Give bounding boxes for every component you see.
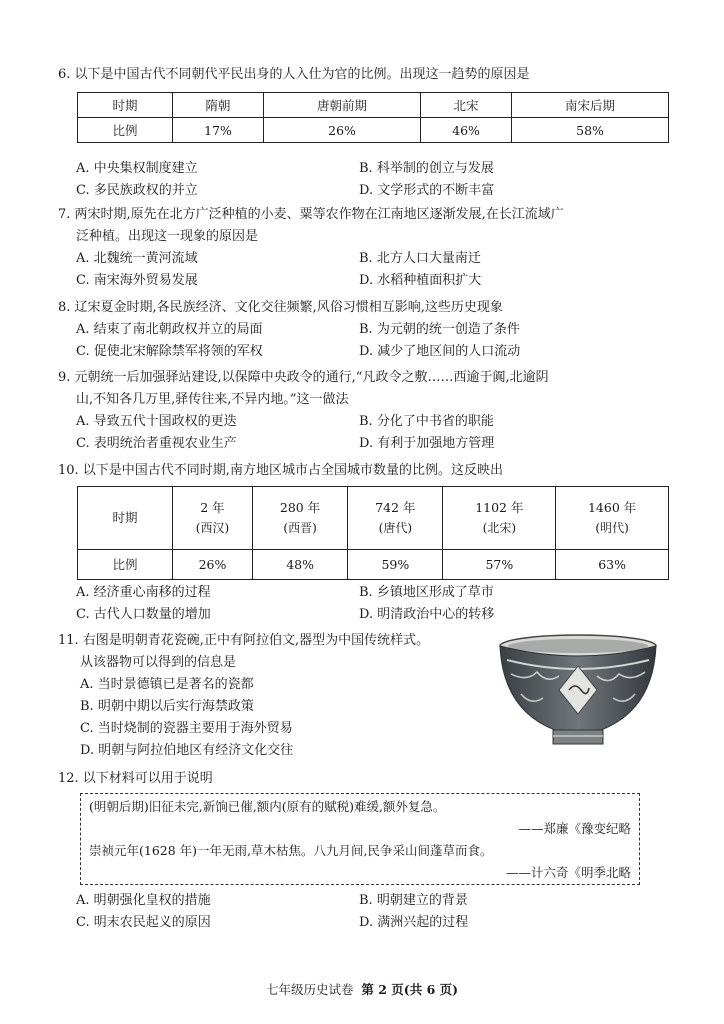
table-row [78,550,669,580]
period-dynasty: (唐代) [378,521,413,535]
option-d[interactable]: D. 水稻种植面积扩大 [359,273,482,288]
period-year: 2 年 [200,500,225,515]
table-cell: 北宋 [420,93,511,118]
table-header-row [78,487,669,550]
option-a[interactable]: A. 当时景德镇已是著名的瓷都 [80,677,254,692]
option-a[interactable]: A. 经济重心南移的过程 [76,585,211,600]
table-cell [348,487,443,550]
question-9-stem-line1: 9. 元朝统一后加强驿站建设,以保障中央政令的通行,“凡政令之敷……西逾于阗,北逾阴 [58,370,549,385]
material-box [80,793,640,885]
table-cell: 时期 [78,93,173,118]
period-year: 742 年 [375,500,416,515]
option-d[interactable]: D. 明清政治中心的转移 [359,607,495,622]
option-d[interactable]: D. 满洲兴起的过程 [359,915,469,930]
option-a[interactable]: A. 明朝强化皇权的措施 [76,893,211,908]
question-12-stem: 12. 以下材料可以用于说明 [58,771,213,786]
option-d[interactable]: D. 减少了地区间的人口流动 [359,344,521,359]
option-c[interactable]: C. 多民族政权的并立 [76,183,198,198]
option-c[interactable]: C. 南宋海外贸易发展 [76,273,198,288]
period-dynasty: (西汉) [195,521,230,535]
question-7-stem-line2: 泛种植。出现这一现象的原因是 [76,229,259,244]
material-source-1: ——郑廉《豫变纪略 [518,821,631,836]
option-a[interactable]: A. 北魏统一黄河流域 [76,251,198,266]
question-11-stem-line2: 从该器物可以得到的信息是 [80,655,237,670]
question-10 [58,460,668,482]
question-10-stem: 10. 以下是中国古代不同时期,南方地区城市占全国城市数量的比例。这反映出 [58,463,503,478]
table-cell: 比例 [78,550,173,580]
material-text-1: (明朝后期)旧征未完,新饷已催,额内(原有的赋税)难缓,额外复急。 [89,799,446,814]
option-c[interactable]: C. 当时烧制的瓷器主要用于海外贸易 [80,721,293,736]
question-7-stem [58,204,668,248]
period-year: 1102 年 [475,500,524,515]
table-cell: 59% [348,550,443,580]
blue-white-porcelain-bowl-image [497,632,659,750]
question-10-options [58,582,668,626]
option-c[interactable]: C. 古代人口数量的增加 [76,607,211,622]
table-cell: 南宋后期 [512,93,669,118]
question-7 [58,204,668,292]
table-cell: 唐朝前期 [264,93,421,118]
option-d[interactable]: D. 明朝与阿拉伯地区有经济文化交往 [80,743,294,758]
option-d[interactable]: D. 有利于加强地方管理 [359,436,495,451]
option-b[interactable]: B. 科举制的创立与发展 [359,161,494,176]
table-cell: 隋朝 [173,93,264,118]
option-a[interactable]: A. 导致五代十国政权的更迭 [76,414,237,429]
table-cell: 26% [173,550,253,580]
period-year: 1460 年 [587,500,637,515]
table-cell: 比例 [78,118,173,143]
option-a[interactable]: A. 中央集权制度建立 [76,161,198,176]
table-cell: 46% [420,118,511,143]
table-cell: 48% [252,550,347,580]
period-year: 280 年 [279,500,321,515]
footer-title: 七年级历史试卷 [265,982,354,997]
option-c[interactable]: C. 促使北宋解除禁军将领的军权 [76,344,263,359]
table-cell: 63% [556,550,669,580]
table-cell [173,487,253,550]
table-cell: 17% [173,118,264,143]
question-8 [58,297,668,363]
question-9-stem-line2: 山,不知各几万里,驿传往来,不异内地。”这一做法 [76,392,349,407]
question-10-table [77,486,669,580]
question-11-stem-line1: 11. 右图是明朝青花瓷碗,正中有阿拉伯文,器型为中国传统样式。 [58,633,430,648]
material-source-2: ——计六奇《明季北略 [505,865,631,880]
question-6-table [77,92,669,143]
question-6-stem: 6. 以下是中国古代不同朝代平民出身的人入仕为官的比例。出现这一趋势的原因是 [58,67,530,82]
period-dynasty: (北宋) [482,521,517,535]
question-9-stem [58,367,668,411]
table-cell [556,487,669,550]
question-9 [58,367,668,455]
table-header-row [78,93,669,118]
option-a[interactable]: A. 结束了南北朝政权并立的局面 [76,322,263,337]
table-cell: 26% [264,118,421,143]
option-c[interactable]: C. 明末农民起义的原因 [76,915,211,930]
question-12-options [58,890,668,934]
table-cell: 时期 [78,487,173,550]
footer-page-number: 第 2 页(共 6 页) [361,982,459,997]
table-row [78,118,669,143]
table-cell: 57% [443,550,556,580]
table-cell: 58% [512,118,669,143]
period-dynasty: (西晋) [283,521,317,535]
question-12 [58,768,668,790]
question-6 [58,64,668,86]
material-text-2: 崇祯元年(1628 年)一年无雨,草木枯焦。八九月间,民争采山间蓬草而食。 [89,843,493,858]
question-11-stem [58,630,498,674]
page-footer [0,980,724,998]
option-d[interactable]: D. 文学形式的不断丰富 [359,183,495,198]
question-7-stem-line1: 7. 两宋时期,原先在北方广泛种植的小麦、粟等农作物在江南地区逐渐发展,在长江流域广 [58,207,564,222]
option-b[interactable]: B. 分化了中书省的职能 [359,414,494,429]
question-11 [58,630,498,762]
option-b[interactable]: B. 明朝建立的背景 [359,893,468,908]
table-cell [443,487,556,550]
period-dynasty: (明代) [595,521,629,535]
table-cell [252,487,347,550]
option-c[interactable]: C. 表明统治者重视农业生产 [76,436,237,451]
question-8-stem: 8. 辽宋夏金时期,各民族经济、文化交往频繁,风俗习惯相互影响,这些历史现象 [58,300,503,315]
option-b[interactable]: B. 为元朝的统一创造了条件 [359,322,520,337]
option-b[interactable]: B. 乡镇地区形成了草市 [359,585,494,600]
option-b[interactable]: B. 明朝中期以后实行海禁政策 [80,699,254,714]
option-b[interactable]: B. 北方人口大量南迁 [359,251,481,266]
question-6-options [58,158,668,202]
